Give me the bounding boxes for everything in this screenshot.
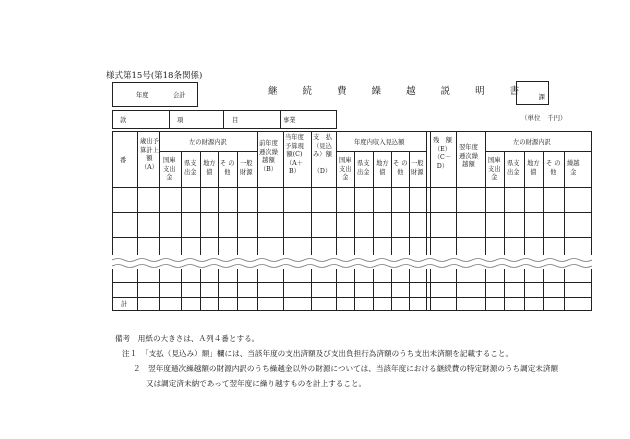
col-revenue: 年度内収入見込額 bbox=[354, 139, 405, 146]
col-other-r: そ の 他 bbox=[393, 160, 408, 176]
section-stamp-box bbox=[516, 81, 549, 105]
form-reference: 様式第15号(第18条関係) bbox=[106, 71, 203, 81]
fiscal-year-row bbox=[112, 82, 198, 107]
col-prefecture-r: 県支 出金 bbox=[357, 160, 370, 176]
col-prev-year-b: 前年度 逓次繰 越額 （B） bbox=[259, 140, 278, 173]
col-local-bond-b: 地方 債 bbox=[527, 160, 540, 176]
col-breakdown-b: 左の財源内訳 bbox=[513, 139, 551, 146]
moku-label: 目 bbox=[232, 117, 239, 124]
col-general-a: 一般 財源 bbox=[240, 160, 253, 176]
note-2-cont: 又は調定済未納であって翌年度に繰り越すものを計上すること。 bbox=[146, 379, 367, 388]
notes bbox=[115, 331, 558, 391]
col-payment-d: 支 払 （見込 み）額 （D） bbox=[313, 134, 332, 175]
table-break bbox=[112, 255, 592, 269]
col-breakdown-a: 左の財源内訳 bbox=[189, 139, 227, 146]
account-label: 会計 bbox=[173, 92, 186, 99]
note-2: ２ 翌年度逓次繰越額の財源内訳のうち繰越金以外の財源については、当該年度における継続費の特定財源のうち調定未済額 bbox=[133, 364, 559, 373]
col-next-year: 翌年度 逓次繰 越額 bbox=[459, 144, 478, 168]
main-table bbox=[112, 131, 592, 311]
col-balance-e: 残 額 （E） （C－ D） bbox=[433, 137, 452, 170]
kan-label: 款 bbox=[120, 117, 127, 124]
col-budget-a: 歳出予 算計上 額 （A） bbox=[140, 138, 159, 171]
note-remark: 備考 用紙の大きさは、Ａ列４番とする。 bbox=[115, 334, 260, 343]
col-current-c: 当年度 予算現 額(C) （A＋ B） bbox=[285, 134, 304, 175]
year-label: 年度 bbox=[136, 92, 149, 99]
account-row bbox=[112, 110, 337, 129]
unit-label: （単位 千円） bbox=[521, 114, 567, 122]
col-prefecture-b: 県支 出金 bbox=[507, 160, 520, 176]
col-local-bond-a: 地方 債 bbox=[203, 160, 216, 176]
col-general-r: 一般 財源 bbox=[411, 160, 424, 176]
jigyou-label: 事業 bbox=[283, 117, 296, 124]
note-1: 注１ 「支払（見込み）額」欄には、当該年度の支出済額及び支出負担行為済額のうち支出未済額を記載すること。 bbox=[122, 349, 514, 358]
total-label: 計 bbox=[121, 301, 128, 308]
kou-label: 項 bbox=[177, 117, 184, 124]
col-carryover: 繰越 金 bbox=[567, 160, 580, 176]
col-other-b: そ の 他 bbox=[546, 160, 561, 176]
section-suffix: 課 bbox=[538, 93, 545, 101]
col-prefecture-a: 県支 出金 bbox=[184, 160, 197, 176]
document-title: 継 続 費 繰 越 説 明 書 bbox=[268, 86, 531, 97]
col-national-a: 国庫 支出 金 bbox=[163, 157, 176, 181]
col-item-number: 番 bbox=[120, 157, 127, 164]
col-other-a: そ の 他 bbox=[220, 160, 235, 176]
col-national-r: 国庫 支出 金 bbox=[339, 157, 352, 181]
col-local-bond-r: 地方 債 bbox=[376, 160, 389, 176]
col-national-b: 国庫 支出 金 bbox=[488, 157, 501, 181]
